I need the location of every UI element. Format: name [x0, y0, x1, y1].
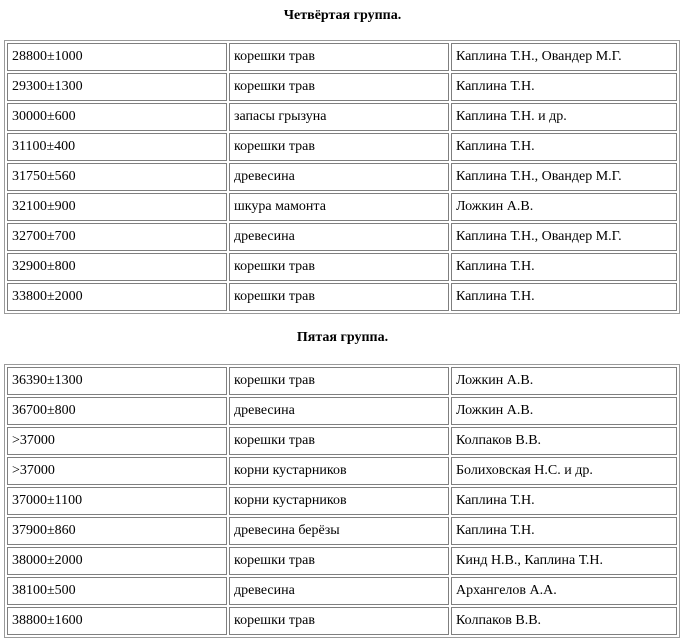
material-cell: корни кустарников — [229, 457, 449, 485]
authors-cell: Каплина Т.Н., Овандер М.Г. — [451, 43, 677, 71]
date-cell: 38000±2000 — [7, 547, 227, 575]
authors-cell: Каплина Т.Н., Овандер М.Г. — [451, 163, 677, 191]
material-cell: древесина берёзы — [229, 517, 449, 545]
table-row — [7, 73, 677, 101]
authors-cell: Каплина Т.Н. — [451, 73, 677, 101]
table-row — [7, 547, 677, 575]
table-row — [7, 253, 677, 281]
date-cell: 32700±700 — [7, 223, 227, 251]
table-row — [7, 607, 677, 635]
date-cell: 36700±800 — [7, 397, 227, 425]
date-cell: 38800±1600 — [7, 607, 227, 635]
group-title-fourth: Четвёртая группа. — [283, 8, 402, 23]
data-table-fifth-group — [4, 364, 680, 638]
table-row — [7, 487, 677, 515]
material-cell: корешки трав — [229, 73, 449, 101]
material-cell: древесина — [229, 163, 449, 191]
material-cell: корешки трав — [229, 547, 449, 575]
authors-cell: Каплина Т.Н. — [451, 253, 677, 281]
date-cell: 36390±1300 — [7, 367, 227, 395]
date-cell: 29300±1300 — [7, 73, 227, 101]
table-row — [7, 367, 677, 395]
table-row — [7, 457, 677, 485]
material-cell: древесина — [229, 397, 449, 425]
material-cell: запасы грызуна — [229, 103, 449, 131]
authors-cell: Каплина Т.Н. — [451, 133, 677, 161]
date-cell: 37900±860 — [7, 517, 227, 545]
table-row — [7, 103, 677, 131]
group-title-fifth: Пятая группа. — [296, 330, 389, 345]
table-row — [7, 283, 677, 311]
table-row — [7, 397, 677, 425]
date-cell: 30000±600 — [7, 103, 227, 131]
material-cell: корешки трав — [229, 283, 449, 311]
table-row — [7, 43, 677, 71]
material-cell: шкура мамонта — [229, 193, 449, 221]
material-cell: корешки трав — [229, 253, 449, 281]
table-row — [7, 517, 677, 545]
date-cell: 31750±560 — [7, 163, 227, 191]
authors-cell: Колпаков В.В. — [451, 427, 677, 455]
table-row — [7, 577, 677, 605]
table-row — [7, 163, 677, 191]
authors-cell: Болиховская Н.С. и др. — [451, 457, 677, 485]
material-cell: корешки трав — [229, 133, 449, 161]
material-cell: древесина — [229, 577, 449, 605]
date-cell: 32100±900 — [7, 193, 227, 221]
authors-cell: Ложкин А.В. — [451, 193, 677, 221]
material-cell: корни кустарников — [229, 487, 449, 515]
date-cell: 28800±1000 — [7, 43, 227, 71]
authors-cell: Ложкин А.В. — [451, 397, 677, 425]
date-cell: 31100±400 — [7, 133, 227, 161]
authors-cell: Колпаков В.В. — [451, 607, 677, 635]
material-cell: корешки трав — [229, 43, 449, 71]
date-cell: 33800±2000 — [7, 283, 227, 311]
date-cell: 32900±800 — [7, 253, 227, 281]
data-table-fourth-group — [4, 40, 680, 314]
table-row — [7, 193, 677, 221]
authors-cell: Каплина Т.Н. — [451, 517, 677, 545]
date-cell: 37000±1100 — [7, 487, 227, 515]
authors-cell: Каплина Т.Н. — [451, 283, 677, 311]
material-cell: корешки трав — [229, 607, 449, 635]
date-cell: >37000 — [7, 457, 227, 485]
material-cell: корешки трав — [229, 367, 449, 395]
authors-cell: Кинд Н.В., Каплина Т.Н. — [451, 547, 677, 575]
date-cell: >37000 — [7, 427, 227, 455]
table-row — [7, 223, 677, 251]
table-row — [7, 133, 677, 161]
table-row — [7, 427, 677, 455]
authors-cell: Каплина Т.Н. — [451, 487, 677, 515]
date-cell: 38100±500 — [7, 577, 227, 605]
authors-cell: Ложкин А.В. — [451, 367, 677, 395]
authors-cell: Каплина Т.Н. и др. — [451, 103, 677, 131]
material-cell: корешки трав — [229, 427, 449, 455]
authors-cell: Архангелов А.А. — [451, 577, 677, 605]
material-cell: древесина — [229, 223, 449, 251]
authors-cell: Каплина Т.Н., Овандер М.Г. — [451, 223, 677, 251]
